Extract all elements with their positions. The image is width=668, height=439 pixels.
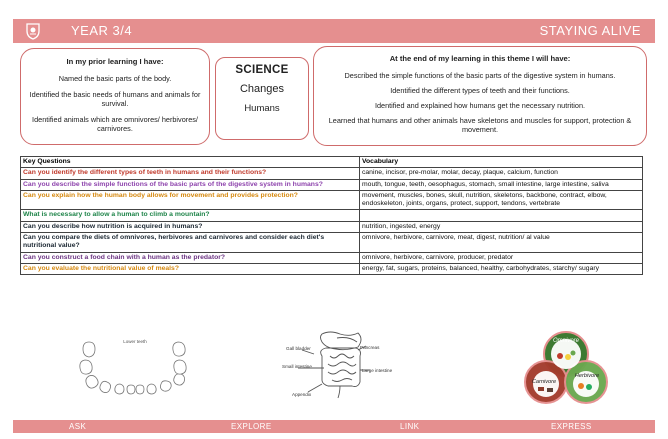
topic-title: Changes bbox=[239, 83, 285, 95]
prior-item: Named the basic parts of the body. bbox=[58, 74, 172, 83]
key-question: Can you compare the diets of omnivores, herbivores and carnivores and consider each diet's nutritional value? bbox=[21, 233, 360, 253]
table-row bbox=[21, 179, 643, 190]
label-gall-bladder: Gall bladder bbox=[286, 346, 311, 351]
label-pancreas: Pancreas bbox=[360, 345, 380, 350]
vocabulary: canine, incisor, pre-molar, molar, decay, plaque, calcium, function bbox=[360, 168, 643, 179]
table-row bbox=[21, 190, 643, 210]
school-crest-icon bbox=[24, 22, 42, 40]
key-question: What is necessary to allow a human to climb a mountain? bbox=[21, 210, 360, 221]
vocabulary: energy, fat, sugars, proteins, balanced, healthy, carbohydrates, starchy/ sugary bbox=[360, 263, 643, 274]
vocabulary: omnivore, herbivore, carnivore, meat, digest, nutrition/ al value bbox=[360, 233, 643, 253]
label-large-intestine: Large intestine bbox=[362, 368, 392, 373]
column-header-vocabulary: Vocabulary bbox=[360, 157, 643, 168]
subtopic-title: Humans bbox=[244, 103, 280, 114]
subject-box bbox=[215, 57, 309, 140]
key-question: Can you construct a food chain with a human as the predator? bbox=[21, 252, 360, 263]
end-learning-box bbox=[313, 46, 647, 146]
table-row bbox=[21, 263, 643, 274]
footer-explore: EXPLORE bbox=[231, 422, 272, 431]
label-omnivore: Omnivore bbox=[552, 338, 580, 344]
prior-learning-box bbox=[20, 48, 210, 145]
footer-link: LINK bbox=[400, 422, 420, 431]
label-small-intestine: Small intestine bbox=[282, 364, 312, 369]
digestive-system-icon bbox=[282, 328, 392, 402]
column-header-questions: Key Questions bbox=[21, 157, 360, 168]
footer-bar bbox=[13, 420, 655, 433]
prior-item: Identified animals which are omnivores/ herbivores/ carnivores. bbox=[32, 115, 198, 133]
footer-express: EXPRESS bbox=[551, 422, 592, 431]
key-questions-table bbox=[20, 156, 643, 275]
subject-title: SCIENCE bbox=[235, 64, 289, 76]
prior-item: Identified the basic needs of humans and animals for survival. bbox=[29, 90, 201, 108]
end-item: Identified the different types of teeth and their functions. bbox=[390, 86, 570, 95]
table-row bbox=[21, 233, 643, 253]
diet-venn-icon bbox=[523, 330, 609, 404]
table-row bbox=[21, 221, 643, 232]
table-header-row bbox=[21, 157, 643, 168]
vocabulary: mouth, tongue, teeth, oesophagus, stomach, small intestine, large intestine, saliva bbox=[360, 179, 643, 190]
key-question: Can you evaluate the nutritional value of meals? bbox=[21, 263, 360, 274]
end-item: Described the simple functions of the basic parts of the digestive system in humans. bbox=[344, 71, 616, 80]
vocabulary: nutrition, ingested, energy bbox=[360, 221, 643, 232]
vocabulary: omnivore, herbivore, carnivore, producer, predator bbox=[360, 252, 643, 263]
table-row bbox=[21, 168, 643, 179]
label-herbivore: Herbivore bbox=[574, 373, 600, 379]
table-row bbox=[21, 252, 643, 263]
label-appendix: Appendix bbox=[292, 392, 312, 397]
key-question: Can you identify the different types of teeth in humans and their functions? bbox=[21, 168, 360, 179]
end-item: Identified and explained how humans get the necessary nutrition. bbox=[374, 101, 586, 110]
end-item: Learned that humans and other animals have skeletons and muscles for support, protection & movement. bbox=[328, 116, 632, 134]
footer-ask: ASK bbox=[69, 422, 87, 431]
vocabulary bbox=[360, 210, 643, 221]
prior-learning-heading: In my prior learning I have: bbox=[66, 57, 164, 66]
year-group: YEAR 3/4 bbox=[71, 23, 133, 38]
teeth-diagram-icon bbox=[75, 334, 195, 396]
key-question: Can you describe the simple functions of the basic parts of the digestive system in humans? bbox=[21, 179, 360, 190]
key-question: Can you describe how nutrition is acquired in humans? bbox=[21, 221, 360, 232]
header-bar bbox=[13, 19, 655, 43]
label-carnivore: Carnivore bbox=[531, 379, 557, 385]
table-row bbox=[21, 210, 643, 221]
teeth-label: Lower teeth bbox=[123, 339, 147, 344]
vocabulary: movement, muscles, bones, skull, nutrition, skeletons, backbone, contract, elbow, endoskeleton, joints, organs, protect, support, tendons, vertebrate bbox=[360, 190, 643, 210]
key-question: Can you explain how the human body allows for movement and provides protection? bbox=[21, 190, 360, 210]
end-learning-heading: At the end of my learning in this theme I will have: bbox=[389, 54, 571, 63]
theme-title: STAYING ALIVE bbox=[539, 23, 641, 38]
